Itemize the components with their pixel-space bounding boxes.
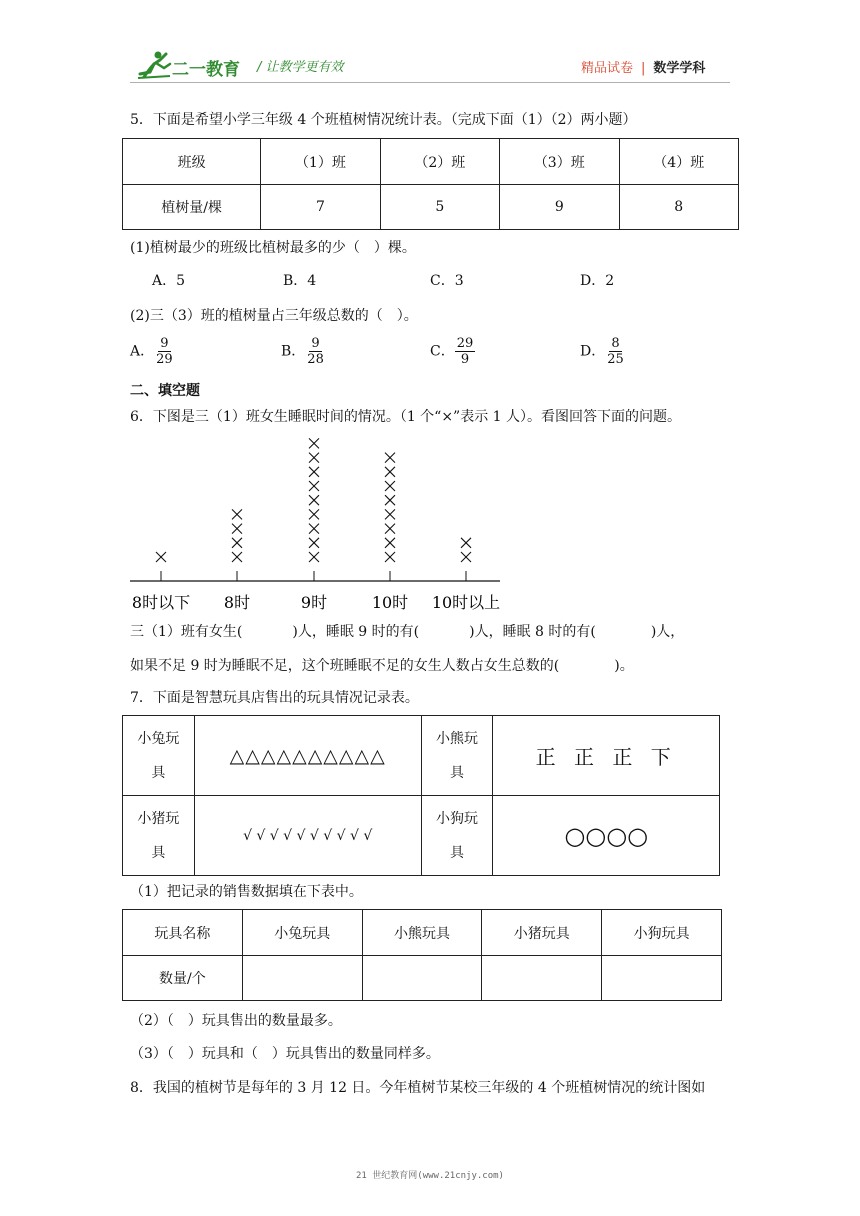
data-point-x-mark (232, 552, 242, 562)
header-paper-type: 精品试卷 (581, 61, 634, 76)
data-point-x-mark (309, 509, 319, 519)
denominator: 28 (307, 352, 324, 367)
q6-line2 (130, 656, 634, 676)
q6-text: )。 (614, 658, 634, 674)
table-header-cell: （4）班 (619, 139, 739, 185)
q7-stem: 7．下面是智慧玩具店售出的玩具情况记录表。 (130, 690, 419, 706)
data-point-x-mark (385, 552, 395, 562)
label-line: 小兔玩 (137, 730, 180, 747)
data-point-x-mark (385, 467, 395, 477)
denominator: 29 (156, 352, 173, 367)
data-point-x-mark (309, 481, 319, 491)
data-point-x-mark (309, 453, 319, 463)
q6-text: 三（1）班有女生( (130, 624, 243, 640)
record-marks-bear (493, 716, 720, 796)
q5-sub2-stem: (2)三（3）班的植树量占三年级总数的（ ）。 (130, 308, 418, 324)
tick-label: 9时 (300, 593, 328, 612)
data-point-x-mark (309, 552, 319, 562)
table-cell: 8 (619, 185, 739, 230)
option-label: B． (281, 343, 306, 360)
data-point-x-mark (461, 552, 471, 562)
data-point-x-mark (309, 495, 319, 505)
header-divider: | (641, 61, 646, 76)
option-label: A． (130, 343, 155, 360)
table-row (123, 185, 739, 230)
data-point-x-mark (309, 538, 319, 548)
table-header-cell: （1）班 (261, 139, 380, 185)
q5-sub2-option-b (281, 336, 326, 367)
triangle-marks: △△△△△△△△△△ (229, 744, 386, 767)
label-line: 小猪玩 (137, 810, 180, 827)
table-row (123, 139, 739, 185)
table-cell: 7 (261, 185, 380, 230)
data-point-x-mark (385, 524, 395, 534)
table-header-cell: 玩具名称 (123, 910, 243, 956)
q5-sub1-option-a: A．5 (152, 273, 186, 289)
tally-marks: 正 正 正 下 (535, 745, 677, 769)
q6-text: )人， (650, 624, 685, 640)
sleep-dot-plot (125, 432, 515, 617)
q7-sub3: （3）（ ）玩具和（ ）玩具售出的数量同样多。 (130, 1046, 440, 1062)
q5-sub1-option-b: B．4 (283, 273, 317, 289)
q6-text: 如果不足 9 时为睡眠不足，这个班睡眠不足的女生人数占女生总数的( (130, 658, 560, 674)
data-point-x-mark (385, 495, 395, 505)
record-marks-rabbit (194, 716, 421, 796)
q8-stem: 8．我国的植树节是每年的 3 月 12 日。今年植树节某校三年级的 4 个班植树情况的统计图如 (130, 1080, 706, 1096)
record-label-bear (421, 716, 493, 796)
fraction (455, 336, 476, 367)
header-right (581, 57, 705, 76)
fraction (305, 336, 326, 367)
header-rule (130, 82, 730, 83)
table-header-cell: 小熊玩具 (362, 910, 482, 956)
logo-runner-icon (136, 50, 172, 80)
tick-label: 10时 (371, 593, 409, 612)
label-line: 具 (450, 764, 464, 781)
data-point-x-mark (385, 538, 395, 548)
label-line: 小熊玩 (436, 730, 478, 747)
denominator: 25 (607, 352, 624, 367)
page-footer: 21 世纪教育网(www.21cnjy.com) (356, 1171, 504, 1181)
table-header-cell: 班级 (123, 139, 261, 185)
q7-sub2: （2）（ ）玩具售出的数量最多。 (130, 1013, 342, 1029)
data-point-x-mark (385, 453, 395, 463)
q5-sub1-option-d: D．2 (580, 273, 615, 289)
q7-fill-table (122, 909, 722, 1001)
answer-cell[interactable] (362, 956, 482, 1001)
label-line: 具 (151, 844, 166, 861)
table-header-cell: 小兔玩具 (242, 910, 362, 956)
header (0, 0, 860, 90)
q5-sub2-option-c (430, 336, 475, 367)
header-subject: 数学学科 (653, 61, 706, 76)
label-line: 小狗玩 (436, 810, 478, 827)
fraction (154, 336, 175, 367)
record-label-rabbit (123, 716, 195, 796)
table-header-cell: 小狗玩具 (602, 910, 722, 956)
q5-sub1-stem: (1)植树最少的班级比植树最多的少（ ）棵。 (130, 240, 416, 256)
q7-record-table (122, 715, 720, 876)
table-row (123, 716, 720, 796)
label-line: 具 (450, 844, 464, 861)
denominator: 9 (460, 352, 470, 367)
answer-cell[interactable] (242, 956, 362, 1001)
table-row (123, 910, 722, 956)
logo (136, 50, 246, 80)
record-label-dog (421, 796, 493, 876)
data-point-x-mark (232, 509, 242, 519)
q5-sub2-option-a (130, 336, 175, 367)
data-point-x-mark (461, 538, 471, 548)
data-point-x-mark (385, 509, 395, 519)
logo-text: 二一教育 (172, 60, 240, 80)
q6-text: )人，睡眠 8 时的有( (469, 624, 596, 640)
q5-stem: 5．下面是希望小学三年级 4 个班植树情况统计表。（完成下面（1）（2）两小题） (130, 112, 637, 128)
table-cell: 5 (380, 185, 499, 230)
answer-cell[interactable] (482, 956, 602, 1001)
q6-line1 (130, 622, 684, 642)
table-row-label: 数量/个 (123, 956, 243, 1001)
option-label: D． (580, 343, 606, 360)
data-point-x-mark (309, 467, 319, 477)
table-header-cell: （2）班 (380, 139, 499, 185)
numerator: 9 (311, 336, 320, 351)
record-marks-dog (493, 796, 720, 876)
table-header-cell: （3）班 (500, 139, 619, 185)
answer-cell[interactable] (602, 956, 722, 1001)
data-point-x-mark (232, 538, 242, 548)
section-title: 二、填空题 (130, 383, 200, 399)
data-point-x-mark (156, 552, 166, 562)
table-row (123, 956, 722, 1001)
label-line: 具 (151, 764, 166, 781)
tick-label: 10时以上 (431, 593, 501, 612)
fraction (605, 336, 626, 367)
check-marks: √ √ √ √ √ √ √ √ √ √ (243, 827, 373, 844)
q6-text: )人，睡眠 9 时的有( (292, 624, 420, 640)
q5-table (122, 138, 739, 230)
numerator: 8 (611, 336, 620, 351)
data-point-x-mark (309, 438, 319, 448)
q7-sub1: （1）把记录的销售数据填在下表中。 (130, 884, 363, 900)
numerator: 9 (160, 336, 169, 351)
table-row-label: 植树量/棵 (123, 185, 261, 230)
q5-sub1-option-c: C．3 (430, 273, 464, 289)
data-point-x-mark (232, 524, 242, 534)
data-point-x-mark (385, 481, 395, 491)
option-label: C． (430, 343, 455, 360)
table-cell: 9 (500, 185, 619, 230)
tick-label: 8时 (223, 593, 251, 612)
numerator: 29 (456, 336, 474, 351)
record-marks-pig (194, 796, 421, 876)
q6-stem: 6．下图是三（1）班女生睡眠时间的情况。（1 个“×”表示 1 人）。看图回答下面的问题。 (130, 409, 682, 425)
table-header-cell: 小猪玩具 (482, 910, 602, 956)
tick-label: 8时以下 (131, 593, 191, 612)
data-point-x-mark (309, 524, 319, 534)
circle-marks: ○○○○ (564, 821, 649, 850)
q5-sub2-option-d (580, 336, 626, 367)
header-slogan: / 让教学更有效 (257, 60, 344, 75)
record-label-pig (123, 796, 195, 876)
table-row (123, 796, 720, 876)
